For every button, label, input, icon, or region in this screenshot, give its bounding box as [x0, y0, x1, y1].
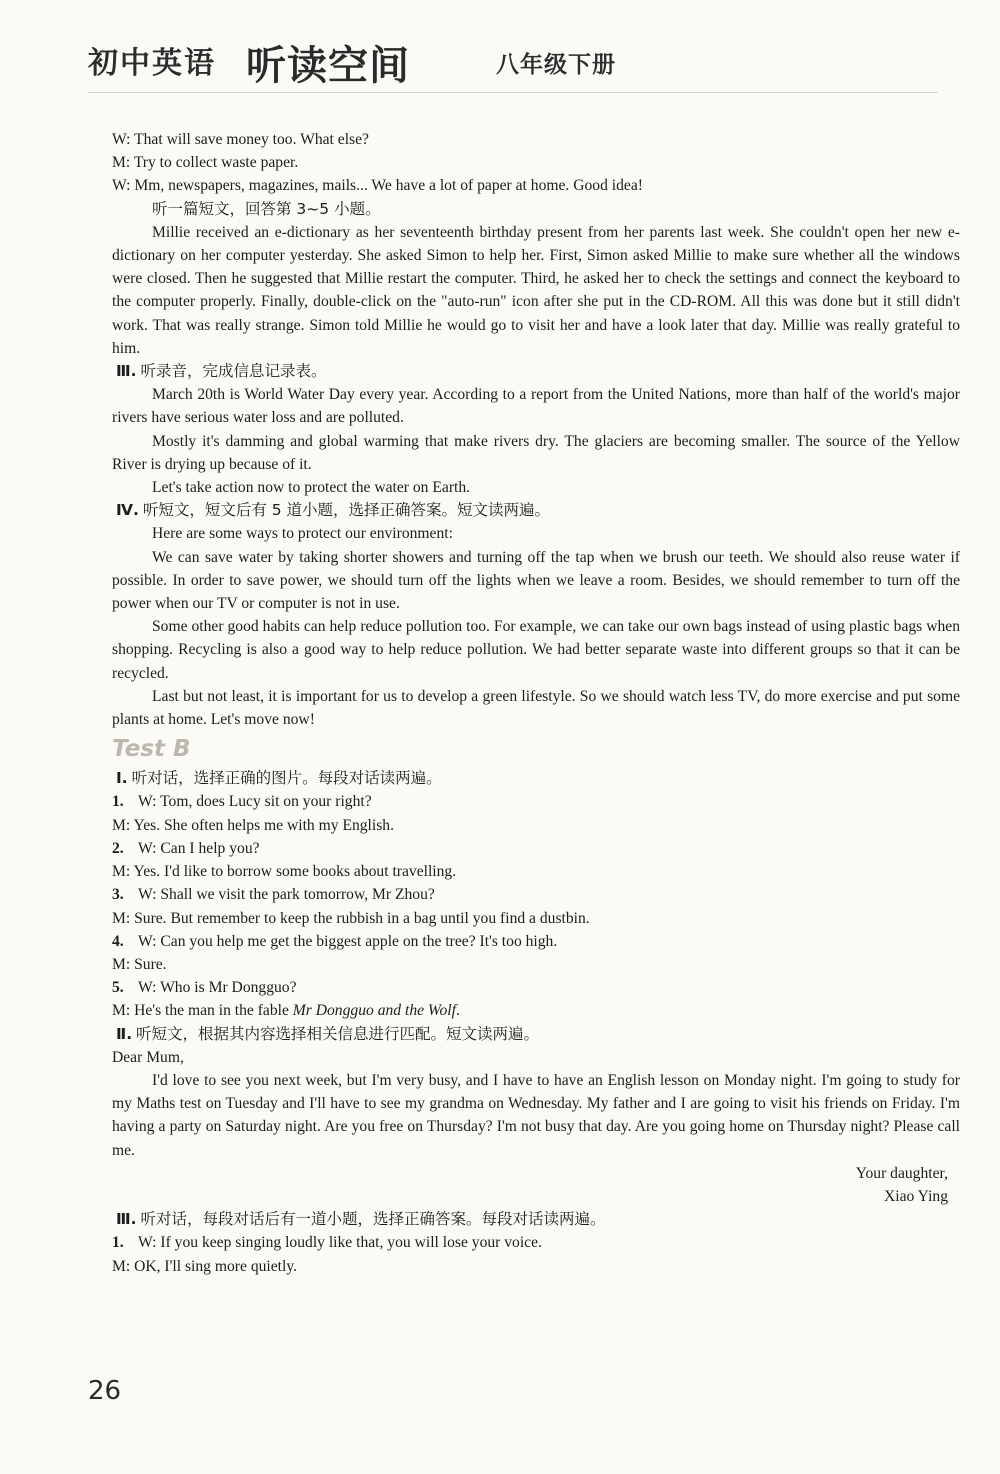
- question-number: 5.: [112, 979, 124, 997]
- dialogue-text: W: Can I help you?: [138, 839, 260, 857]
- section-heading: [112, 499, 960, 522]
- passage-paragraph: March 20th is World Water Day every year. According to a report from the United Nations, more than half of the world's major rivers have serious water loss and are polluted.: [112, 386, 960, 427]
- passage-paragraph: Here are some ways to protect our environment:: [152, 525, 453, 543]
- header-divider: [88, 92, 938, 93]
- dialogue-line: M: Try to collect waste paper.: [112, 154, 299, 172]
- question-line: [112, 976, 960, 999]
- book-title: 初中英语: [88, 46, 216, 81]
- dialogue-text: W: If you keep singing loudly like that, you will lose your voice.: [138, 1234, 542, 1252]
- dialogue-line: M: Sure. But remember to keep the rubbish in a bag until you find a dustbin.: [112, 909, 590, 927]
- section-number: Ⅱ.: [116, 1024, 133, 1043]
- instruction-line: 听一篇短文，回答第 3~5 小题。: [152, 199, 381, 218]
- dialogue-text: W: Can you help me get the biggest apple on the tree? It's too high.: [138, 932, 558, 950]
- section-heading: [112, 360, 960, 383]
- letter-salutation: Dear Mum,: [112, 1048, 184, 1066]
- passage-paragraph: Millie received an e-dictionary as her seventeenth birthday present from her parents last week. She couldn't open her new e-dictionary on her computer yesterday. She asked Simon to help her. First, Simon asked Millie to make sure whether all the windows were closed. Then he suggested that Millie restart the computer. Third, he asked her to check the settings and connect the keyboard to the computer properly. Finally, double-click on the "auto-run" icon after she put in the CD-ROM. All this was done but it still didn't work. That was really strange. Simon told Millie he would go to visit her and have a look later that day. Millie was really grateful to him.: [112, 223, 960, 357]
- dialogue-line: M: Yes. She often helps me with my English.: [112, 816, 394, 834]
- passage-paragraph: Some other good habits can help reduce pollution too. For example, we can take our own bags instead of using plastic bags when shopping. Recycling is also a good way to help reduce pollution. We had better separate waste into different groups so that it can be recycled.: [112, 618, 960, 682]
- section-instruction: 听短文，短文后有 5 道小题，选择正确答案。短文读两遍。: [142, 501, 551, 520]
- section-heading: [112, 1023, 960, 1046]
- page-number: 26: [88, 1376, 122, 1406]
- dialogue-text: W: Who is Mr Dongguo?: [138, 979, 297, 997]
- section-number: Ⅲ.: [116, 362, 137, 381]
- dialogue-text: W: Shall we visit the park tomorrow, Mr Zhou?: [138, 886, 435, 904]
- passage-paragraph: We can save water by taking shorter showers and turning off the tap when we brush our teeth. We should also reuse water if possible. In order to save power, we should turn off the lights when we leave a room. Besides, we should remember to turn off the power when our TV or computer is not in use.: [112, 548, 960, 613]
- question-number: 1.: [112, 1234, 124, 1252]
- dialogue-line: M: Yes. I'd like to borrow some books about travelling.: [112, 863, 457, 881]
- question-line: [112, 883, 960, 906]
- dialogue-text: W: Tom, does Lucy sit on your right?: [138, 793, 372, 811]
- letter-closing: Your daughter,: [855, 1164, 948, 1182]
- question-number: 1.: [112, 793, 124, 811]
- dialogue-line: M: Sure.: [112, 955, 167, 973]
- dialogue-text: .: [455, 1002, 460, 1020]
- question-number: 3.: [112, 886, 124, 904]
- letter-signature: Xiao Ying: [884, 1187, 948, 1205]
- passage-paragraph: Mostly it's damming and global warming that make rivers dry. The glaciers are becoming smaller. The source of the Yellow River is drying up because of it.: [112, 432, 960, 473]
- section-heading: [112, 767, 960, 790]
- question-number: 4.: [112, 932, 124, 950]
- series-brand: 听读空间: [246, 43, 410, 89]
- dialogue-line: M: OK, I'll sing more quietly.: [112, 1257, 298, 1275]
- page-header: [88, 38, 668, 98]
- question-number: 2.: [112, 839, 124, 857]
- transcript-body: [112, 128, 960, 1278]
- passage-paragraph: Let's take action now to protect the water on Earth.: [152, 479, 471, 497]
- section-number: Ⅰ.: [116, 769, 128, 788]
- dialogue-line: W: Mm, newspapers, magazines, mails... We have a lot of paper at home. Good idea!: [112, 177, 643, 195]
- section-heading: [112, 1208, 960, 1231]
- section-number: Ⅲ.: [116, 1210, 137, 1229]
- grade-label: 八年级下册: [496, 52, 616, 78]
- dialogue-line: W: That will save money too. What else?: [112, 131, 369, 148]
- section-instruction: 听短文，根据其内容选择相关信息进行匹配。短文读两遍。: [136, 1024, 540, 1043]
- test-b-heading: Test B: [112, 736, 191, 763]
- section-instruction: 听录音，完成信息记录表。: [140, 362, 327, 381]
- question-line: [112, 1231, 960, 1254]
- question-line: [112, 837, 960, 860]
- section-instruction: 听对话，选择正确的图片。每段对话读两遍。: [131, 769, 442, 788]
- question-line: [112, 790, 960, 813]
- fable-title: Mr Dongguo and the Wolf: [292, 1002, 456, 1020]
- section-number: Ⅳ.: [116, 501, 139, 520]
- dialogue-line: [112, 999, 960, 1022]
- question-line: [112, 930, 960, 953]
- section-instruction: 听对话，每段对话后有一道小题，选择正确答案。每段对话读两遍。: [140, 1210, 606, 1229]
- passage-paragraph: Last but not least, it is important for us to develop a green lifestyle. So we should watch less TV, do more exercise and put some plants at home. Let's move now!: [112, 687, 960, 729]
- dialogue-text: M: He's the man in the fable: [112, 1002, 293, 1020]
- letter-body: I'd love to see you next week, but I'm very busy, and I have to have an English lesson on Monday night. I'm going to study for my Maths test on Tuesday and I'll have to see my grandma on Wednesday. My father and I are going to visit his friends on Friday. I'm having a party on Saturday night. Are you free on Thursday? I'm not busy that day. Are you going home on Thursday night? Please call me.: [112, 1071, 960, 1159]
